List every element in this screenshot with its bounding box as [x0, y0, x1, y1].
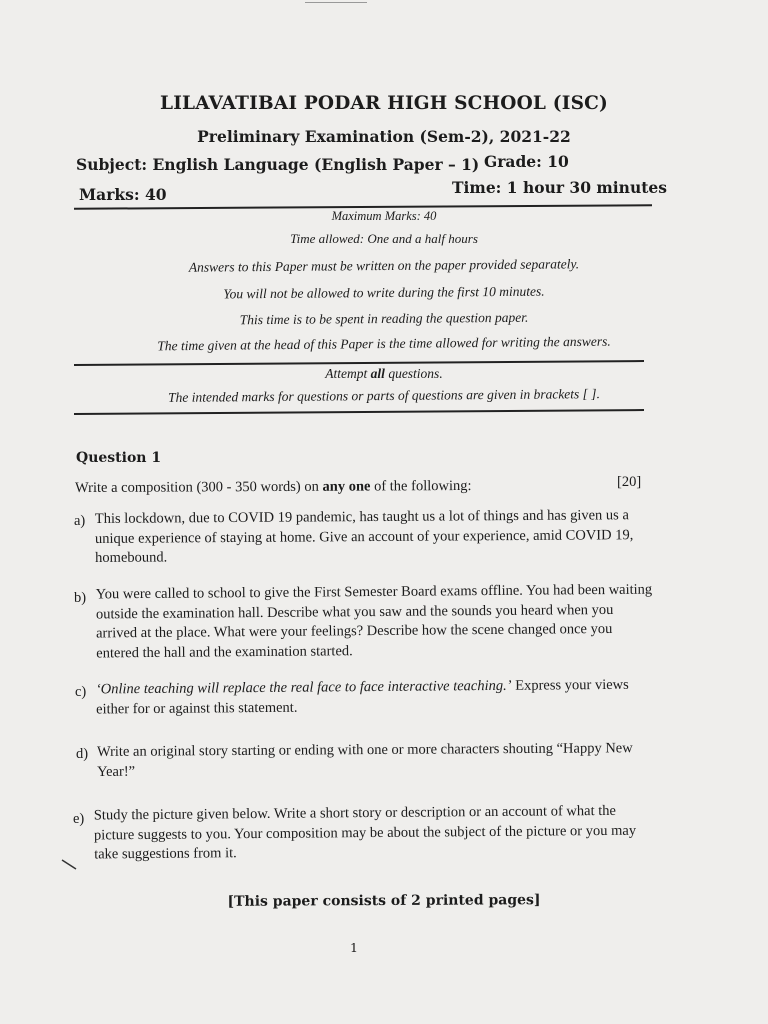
pen-mark-icon [60, 858, 80, 872]
prompt-post: of the following: [370, 477, 472, 495]
instructions-divider-bottom [74, 409, 644, 415]
instruction-line-2: You will not be allowed to write during the first 10 minutes. [223, 283, 545, 302]
option-e-label: e) [73, 811, 85, 827]
staple-mark [305, 2, 367, 3]
max-marks-instruction: Maximum Marks: 40 [331, 209, 437, 223]
school-name: LILAVATIBAI PODAR HIGH SCHOOL (ISC) [159, 93, 609, 114]
option-b-label: b) [74, 590, 87, 606]
pages-note: [This paper consists of 2 printed pages] [227, 892, 541, 910]
option-c-text [96, 676, 656, 720]
page-number: 1 [350, 940, 358, 955]
option-a-label: a) [74, 513, 86, 529]
instruction-line-4: The time given at the head of this Paper is the time allowed for writing the answers. [157, 333, 611, 354]
instruction-line-1: Answers to this Paper must be written on the paper provided separately. [188, 256, 580, 275]
option-d-text: Write an original story starting or ending with one or more characters shouting “Happy New Year!” [96, 740, 633, 780]
option-b-text: You were called to school to give the First Semester Board exams offline. You had been waiting outside the examination hall. Describe what you saw and the sounds you heard when you arrived at the place. What were your feelings? Describe how the scene changed once you entered the hall and the examination started. [95, 581, 653, 661]
subject-line: Subject: English Language (English Paper – 1) [76, 155, 480, 174]
option-c-label: c) [75, 684, 87, 700]
marks-note-instruction: The intended marks for questions or parts of questions are given in brackets [ ]. [168, 386, 600, 405]
exam-title: Preliminary Examination (Sem-2), 2021-22 [197, 127, 571, 146]
question-heading: Question 1 [76, 450, 162, 466]
question-marks: [20] [617, 474, 642, 490]
grade-line: Grade: 10 [484, 152, 569, 171]
option-a-text: This lockdown, due to COVID 19 pandemic, has taught us a lot of things and has given us a unique experience of staying at home. Give an account of your experience, amid COVID 19, homebound. [94, 507, 634, 566]
attempt-suffix: questions. [384, 366, 443, 381]
option-d-label: d) [76, 746, 89, 762]
time-line: Time: 1 hour 30 minutes [452, 178, 667, 197]
time-allowed-instruction: Time allowed: One and a half hours [290, 231, 478, 246]
option-e-text: Study the picture given below. Write a short story or description or an account of what the picture suggests to you. Your composition may be about the subject of the picture or you may take suggestions from it. [93, 802, 637, 863]
option-c-quote: ‘Online teaching will replace the real face to face interactive teaching.’ [95, 677, 512, 698]
attempt-bold: all [370, 366, 385, 381]
instruction-line-3: This time is to be spent in reading the question paper. [239, 309, 529, 328]
marks-line: Marks: 40 [79, 185, 167, 204]
option-c-rest: Express your views either for or against this statement. [96, 676, 629, 717]
prompt-pre: Write a composition (300 - 350 words) on [74, 478, 323, 497]
attempt-instruction [0, 366, 768, 382]
attempt-prefix: Attempt [325, 366, 371, 381]
prompt-bold: any one [322, 478, 371, 495]
question-prompt [75, 477, 472, 499]
